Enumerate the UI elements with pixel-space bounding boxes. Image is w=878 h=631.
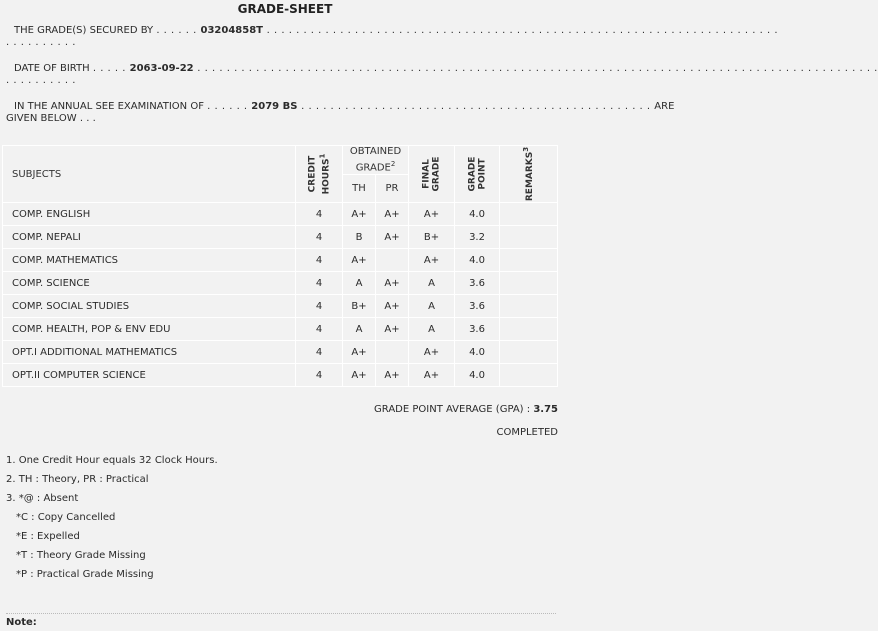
notes-list (0, 451, 570, 584)
gpa-line (0, 401, 570, 419)
cell-subject: COMP. SOCIAL STUDIES (3, 295, 296, 318)
cell-th: A+ (343, 203, 376, 226)
cell-pr: A+ (376, 318, 409, 341)
cell-remarks (500, 249, 558, 272)
cell-subject: COMP. SCIENCE (3, 272, 296, 295)
cell-pr: A+ (376, 295, 409, 318)
cell-subject: OPT.II COMPUTER SCIENCE (3, 364, 296, 387)
exam-line: IN THE ANNUAL SEE EXAMINATION OF . . . . . . 2079 BS . . . . . . . . . . . . . . . . . . . . . . . . . . . . . . . . . . . . . . . . . . . . . . . . ARE (0, 101, 570, 113)
grade-sheet: GRADE-SHEET THE GRADE(S) SECURED BY . . . . . . 03204858T . . . . . . . . . . . . . . . . . . . . . . . . . . . . . . . . . . . . . . . . . . . . . . . . . . . . . . . . . . . . . . . . . . . . . . . . . . . . . . . . DATE OF BIRTH . . . . . 2063-09-22 . . . . . . . . . . . . . . . . . . . . . . . . . . . . . . . . . . . . . . . . . . . . . . . . . . . . . . . . . . . . . . . . . . . . . . . . . . . . . . . . . . . . . . . . . . . . . . . . . . . . . . . IN THE ANNUAL SEE EXAMINATION OF . . . . . . 2079 BS . . . . . . . . . . . . . . . . . . . . . . . . . . . . . . . . . . . . . . . . . . . . . . . . ARE GIVEN BELOW . . . SUBJECTS CREDIT HOURS$^1$ OBTAINED GRADE$^2$ FINAL GRADE GRADE POINT REMARKS$^3$ TH PR COMP. ENGLISH 4 A+ A+ A+ 4.0 COMP. NEPALI 4 B A+ B+ 3.2 COMP. MATHEMATICS 4 A+ A+ 4.0 COMP. SCIENCE 4 A A+ A 3.6 COMP. SOCIAL STUDIES 4 B+ A+ A 3.6 COMP. HEALTH, POP & ENV EDU 4 A A+ A 3.6 OPT.I ADDITIONAL MATHEMATICS 4 A+ A+ 4.0 OPT.II COMPUTER SCIENCE 4 A+ A+ A+ 4.0 GRADE POINT AVERAGE (GPA) : 3.75 COMPLETED 1. One Credit Hour equals 32 Clock Hours. 2. TH : Theory, PR : Practical 3. *@ : Absent *C : Copy Cancelled *E : Expelled *T : Theory Grade Missing *P : Practical Grade Missing Note: (0, 0, 570, 631)
exam-value: 2079 BS (251, 101, 298, 112)
cell-th: A+ (343, 249, 376, 272)
cell-subject: OPT.I ADDITIONAL MATHEMATICS (3, 341, 296, 364)
note-label: Note: (6, 617, 37, 628)
cell-th: A+ (343, 341, 376, 364)
grades-table (2, 145, 558, 387)
status-text: COMPLETED (496, 427, 558, 439)
cell-th: B+ (343, 295, 376, 318)
secured-by-label: THE GRADE(S) SECURED BY (14, 25, 154, 36)
cell-point: 3.6 (455, 318, 500, 341)
cell-remarks (500, 295, 558, 318)
cell-point: 4.0 (455, 203, 500, 226)
cell-pr (376, 341, 409, 364)
header-credit-hours: CREDIT HOURS$^1$ (296, 146, 343, 203)
cell-remarks (500, 341, 558, 364)
header-subjects: SUBJECTS (3, 146, 296, 203)
sub-note-item: *T : Theory Grade Missing (16, 550, 146, 562)
cell-th: B (343, 226, 376, 249)
cell-pr: A+ (376, 364, 409, 387)
cell-point: 3.6 (455, 272, 500, 295)
cell-remarks (500, 318, 558, 341)
cell-credit: 4 (296, 364, 343, 387)
cell-point: 4.0 (455, 249, 500, 272)
cell-credit: 4 (296, 226, 343, 249)
cell-remarks (500, 203, 558, 226)
divider (6, 613, 556, 614)
cell-remarks (500, 364, 558, 387)
cell-final: A+ (409, 203, 455, 226)
cell-final: A+ (409, 341, 455, 364)
secured-by-line: THE GRADE(S) SECURED BY . . . . . . 03204858T . . . . . . . . . . . . . . . . . . . . . . . . . . . . . . . . . . . . . . . . . . . . . . . . . . . . . . . . . . . . . . . . . . . . . . (0, 25, 570, 37)
cell-credit: 4 (296, 203, 343, 226)
header-th: TH (343, 175, 376, 203)
note-item: 1. One Credit Hour equals 32 Clock Hours. (6, 455, 218, 467)
cell-point: 3.6 (455, 295, 500, 318)
cell-final: B+ (409, 226, 455, 249)
table-row (3, 203, 558, 226)
cell-final: A+ (409, 364, 455, 387)
gpa-label: GRADE POINT AVERAGE (GPA) : (374, 404, 531, 416)
page-title: GRADE-SHEET (237, 2, 333, 16)
cell-final: A (409, 272, 455, 295)
secured-by-value: 03204858T (200, 25, 263, 36)
cell-final: A+ (409, 249, 455, 272)
cell-pr (376, 249, 409, 272)
table-row (3, 364, 558, 387)
note-item: 3. *@ : Absent (6, 493, 79, 505)
cell-credit: 4 (296, 295, 343, 318)
dob-value: 2063-09-22 (129, 63, 194, 74)
cell-remarks (500, 226, 558, 249)
table-row (3, 341, 558, 364)
cell-pr: A+ (376, 226, 409, 249)
table-row (3, 272, 558, 295)
cell-pr: A+ (376, 272, 409, 295)
header-grade-point: GRADE POINT (455, 146, 500, 203)
cell-subject: COMP. NEPALI (3, 226, 296, 249)
table-row (3, 318, 558, 341)
table-row (3, 226, 558, 249)
table-row (3, 249, 558, 272)
exam-tail-line: GIVEN BELOW . . . (6, 113, 96, 124)
table-row (3, 295, 558, 318)
header-final-grade: FINAL GRADE (409, 146, 455, 203)
header-pr: PR (376, 175, 409, 203)
cell-final: A (409, 295, 455, 318)
cell-point: 4.0 (455, 364, 500, 387)
cell-subject: COMP. HEALTH, POP & ENV EDU (3, 318, 296, 341)
cell-point: 4.0 (455, 341, 500, 364)
exam-label: IN THE ANNUAL SEE EXAMINATION OF (14, 101, 204, 112)
cell-pr: A+ (376, 203, 409, 226)
cell-th: A (343, 318, 376, 341)
dob-label: DATE OF BIRTH (14, 63, 90, 74)
dob-line: DATE OF BIRTH . . . . . 2063-09-22 . . . . . . . . . . . . . . . . . . . . . . . . . . . . . . . . . . . . . . . . . . . . . . . . . . . . . . . . . . . . . . . . . . . . . . . . . . . . . . . . . . . . . . . . . . . . . (0, 63, 570, 75)
note-item: 2. TH : Theory, PR : Practical (6, 474, 149, 486)
sub-note-item: *P : Practical Grade Missing (16, 569, 154, 581)
cell-subject: COMP. ENGLISH (3, 203, 296, 226)
header-remarks: REMARKS$^3$ (500, 146, 558, 203)
cell-th: A+ (343, 364, 376, 387)
cell-th: A (343, 272, 376, 295)
header-obtained-grade: OBTAINED GRADE$^2$ (343, 146, 409, 175)
sub-note-item: *E : Expelled (16, 531, 80, 543)
exam-tail: ARE (654, 101, 675, 112)
cell-credit: 4 (296, 272, 343, 295)
cell-point: 3.2 (455, 226, 500, 249)
cell-credit: 4 (296, 249, 343, 272)
cell-final: A (409, 318, 455, 341)
cell-subject: COMP. MATHEMATICS (3, 249, 296, 272)
gpa-value: 3.75 (533, 404, 558, 416)
cell-remarks (500, 272, 558, 295)
cell-credit: 4 (296, 341, 343, 364)
sub-note-item: *C : Copy Cancelled (16, 512, 116, 524)
cell-credit: 4 (296, 318, 343, 341)
